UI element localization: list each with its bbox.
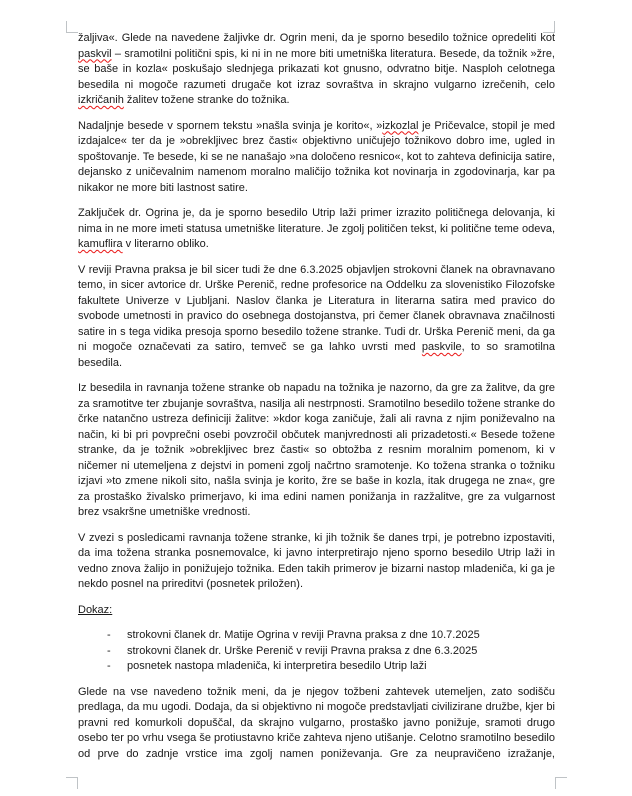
text-run: – sramotilni politični spis, ki ni in ne more biti umetniška literatura. Besede, da tožnik »žre, se baše in kozla« poskušajo slednjega prikazati kot gnusno, odvratno bitje. Nasploh celotnega besedila ni mogoče razumeti drugače kot izraz sovraštva in skrajno vulgarno izrečenih, celo: [78, 47, 555, 91]
text-run: Iz besedila in ravnanja tožene stranke ob napadu na tožnika je nazorno, da gre za žalitve, da gre za sramotitve ter zbujanje sovraštva, nasilja ali nestrpnosti. Sramotilno besedilo tožene stranke do črke natančno ustreza definiciji žalitve: »kdor koga zaničuje, žali ali ravna z njim poniževalno na način, ki bi pri povprečni osebi povzročil občutek manjvrednosti ali prizadetosti.« Besede tožene stranke, da je tožnik »obrekljivec brez časti« so obtožba z resnim moralnim pomenom, ki v ničemer ni utemeljena z dejstvi in pomeni zgolj načrtno sramotenje. Ko tožena stranka o tožniku izjavi »to zmene nikoli sito, našla svinja je korito, žre se baše in kozla, itak drugega ne zna«, gre za prostaško živalsko primerjavo, ki ima edini namen ponižanja in razžalitve, gre za vulgarnost brez vsakršne umetniške vrednosti.: [78, 382, 555, 518]
text-run: Dokaz:: [78, 603, 113, 616]
list-item-text: strokovni članek dr. Matije Ogrina v reviji Pravna praksa z dne 10.7.2025: [127, 629, 480, 641]
text-boundary-mark-bottom-left: [66, 777, 78, 789]
evidence-heading[interactable]: [78, 603, 555, 619]
paragraph-perenic-article[interactable]: [78, 263, 555, 372]
list-item[interactable]: [78, 628, 555, 644]
list-item[interactable]: [78, 644, 555, 660]
paragraph-ogrin-conclusion[interactable]: [78, 206, 555, 253]
text-run: V reviji Pravna praksa je bil sicer tudi že dne 6.3.2025 objavljen strokovni članek na obravnavano temo, in sicer avtorice dr. Urške Perenič, redne profesorice na Oddelku za slovenistiko Filozofske fakultete Univerze v Ljubljani. Naslov članka je Literatura in literarna satira med pravico do svobode umetnosti in pravico do osebnega dostojanstva, pri čemer članek obravnava značilnosti satire in s tega vidika presoja sporno besedilo tožene stranke. Tudi dr. Urška Perenič meni, da ga ni mogoče označevati za satiro, temveč se ga lahko uvrsti med: [78, 263, 555, 353]
dash-bullet: -: [107, 660, 111, 672]
paragraph-disputed-words[interactable]: [78, 119, 555, 197]
text-run: žalitev tožene stranke do tožnika.: [123, 94, 290, 106]
misspelled-word[interactable]: kamuflira: [78, 238, 123, 250]
text-run: je Pričevalce, stopil je med izdajalce« ter da je »obrekljivec brez časti« objektivno uničujejo tožnikovo dobro ime, ugled in spoštovanje. Te besede, ki se ne nanašajo »na določeno resnico«, kot to zahteva definicija satire, dejansko z uničevalnim namenom moralno maličijo tožnika kot novinarja in zgodovinarja, kar pa nikakor ne more biti lastnost satire.: [78, 119, 555, 194]
text-run: Glede na vse navedeno tožnik meni, da je njegov tožbeni zahtevek utemeljen, zato sodišču predlaga, da mu ugodi. Dodaja, da si objektivno ni mogoče predstavljati civilizirane družbe, kjer bi pravni red komurkoli dopuščal, da skrajno vulgarno, prostaško javno ponižuje, sramoti drugo osebo ter po vrhu vsega še protiustavno kriče zahteva njeno utišanje. Celotno sramotilno besedilo od prve do zadnje vrstice ima zgolj namen poniževanja. Gre za neupravičeno izražanje,: [78, 685, 555, 760]
text-run: Zaključek dr. Ogrina je, da je sporno besedilo Utrip laži primer izrazito političnega delovanja, ki nima in ne more imeti statusa umetniške literature. Je zgolj političen tekst, ki politične teme odeva,: [78, 207, 555, 235]
evidence-list[interactable]: [78, 628, 555, 675]
text-run: v literarno obliko.: [122, 238, 209, 250]
text-boundary-mark-bottom-right: [555, 777, 567, 789]
misspelled-word[interactable]: izkričanih: [78, 94, 124, 106]
misspelled-word[interactable]: izkozlal: [382, 119, 419, 132]
dash-bullet: -: [107, 644, 111, 657]
text-run: , to so sramotilna besedila.: [78, 341, 555, 369]
document-body[interactable]: [78, 31, 555, 772]
text-run: V zvezi s posledicami ravnanja tožene stranke, ki jih tožnik še danes trpi, je potrebno izpostaviti, da ima tožena stranka posnemovalce, ki javno interpretirajo njeno sporno besedilo Utrip laži in vedno znova žalijo in ponižujejo tožnika. Eden takih primerov je bizarni nastop mladeniča, ki ga je nekdo posnel na prireditvi (posnetek priložen).: [78, 531, 555, 590]
list-item-text: strokovni članek dr. Urške Perenič v reviji Pravna praksa z dne 6.3.2025: [127, 644, 478, 657]
misspelled-word[interactable]: paskvil: [78, 47, 112, 60]
list-item[interactable]: [78, 659, 555, 675]
misspelled-word[interactable]: paskvile: [421, 341, 462, 353]
text-boundary-mark-top-left: [66, 21, 78, 33]
dash-bullet: -: [107, 629, 111, 641]
paragraph-insult-definition[interactable]: [78, 381, 555, 521]
paragraph-conclusion[interactable]: [78, 685, 555, 763]
list-item-text: posnetek nastopa mladeniča, ki interpretira besedilo Utrip laži: [127, 660, 427, 672]
paragraph-ogrin-opinion[interactable]: [78, 31, 555, 109]
paragraph-imitators[interactable]: [78, 531, 555, 593]
text-run: Nadaljnje besede v spornem tekstu »našla svinja je korito«, »: [78, 119, 383, 132]
text-run: žaljiva«. Glede na navedene žaljivke dr. Ogrin meni, da je sporno besedilo tožnice opredeliti kot: [78, 32, 555, 44]
